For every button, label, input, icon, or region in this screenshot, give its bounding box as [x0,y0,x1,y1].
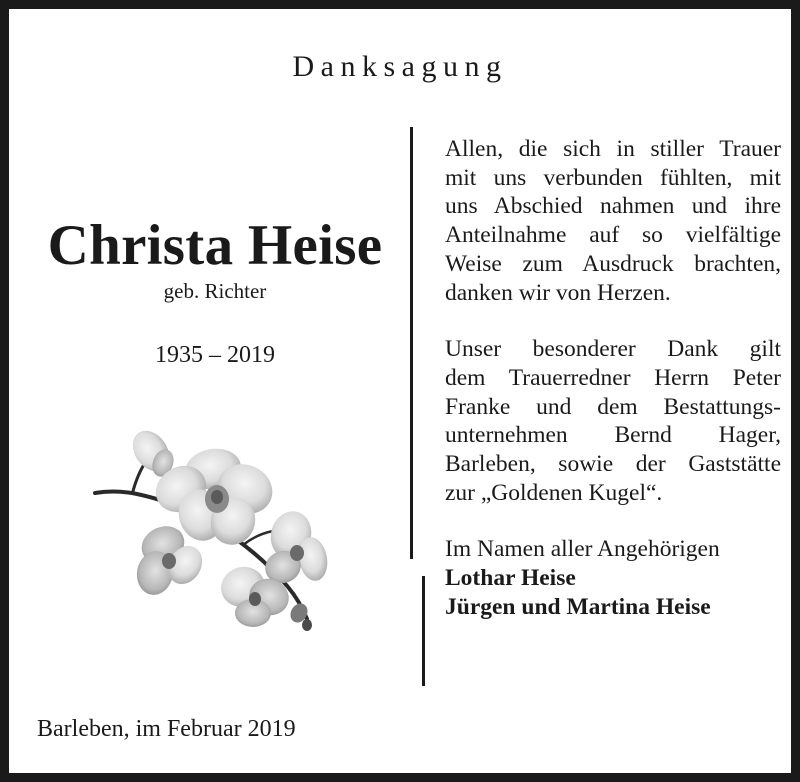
life-dates: 1935 – 2019 [155,342,275,368]
signature-block [445,535,781,621]
thanks-text [445,135,781,622]
text-line: Anteilnahme auf so vielfältige [445,222,781,249]
orchid-image [93,427,328,632]
place-date: Barleben, im Februar 2019 [37,716,296,742]
text-line: Allen, die sich in stiller Trauer [445,136,781,162]
signature-name: Lothar Heise [445,565,576,592]
thanks-paragraph-1 [445,135,781,307]
notice-heading: Danksagung [292,50,508,83]
signature-intro: Im Namen aller Angehörigen [445,536,720,563]
text-line: Unser besonderer Dank gilt [445,336,781,363]
deceased-block [29,214,401,369]
text-line: Barleben, sowie der Gaststätte [445,451,781,478]
signature-name: Jürgen und Martina Heise [445,593,711,620]
deceased-name: Christa Heise [47,214,383,277]
text-line: Franke und dem Bestattungs- [445,393,781,420]
text-line: unternehmen Bernd Hager, [445,422,781,449]
text-line: uns Abschied nahmen und ihre [445,193,781,220]
vertical-divider-upper [410,127,413,559]
maiden-name: geb. Richter [163,279,267,303]
vertical-divider-lower [422,576,425,686]
thanks-paragraph-2 [445,335,781,507]
text-line: dem Trauerredner Herrn Peter [445,364,781,391]
text-line: danken wir von Herzen. [445,279,671,306]
text-line: mit uns verbunden fühlten, mit [445,164,781,191]
text-line: Weise zum Ausdruck brachten, [445,250,781,277]
text-line: zur „Goldenen Kugel“. [445,479,663,506]
